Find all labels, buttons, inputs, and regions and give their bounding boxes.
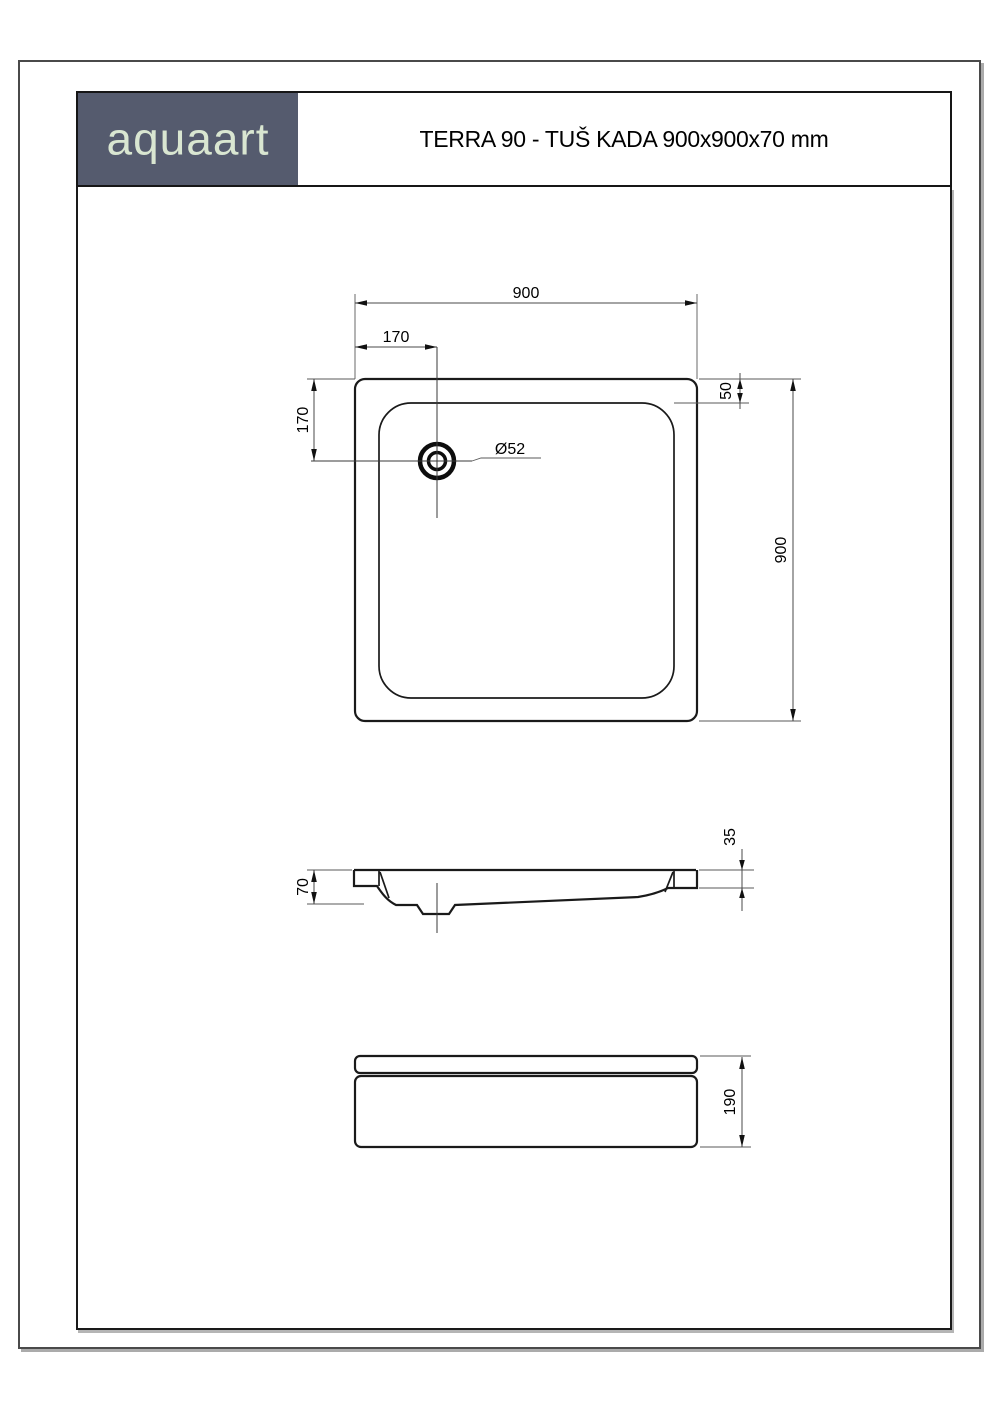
arrow-up-icon (737, 379, 743, 389)
tray-rim-front (355, 1056, 697, 1073)
arrow-down-icon (739, 860, 745, 870)
arrow-left-icon (355, 300, 367, 306)
drawing-frame (76, 187, 952, 1330)
profile-outline (354, 870, 697, 914)
header (76, 91, 952, 187)
dim-side-total-height: 70 (295, 878, 312, 896)
drain-diameter-label: Ø52 (494, 441, 526, 458)
drain-label-leader (472, 458, 541, 461)
arrow-right-icon (425, 344, 437, 350)
dim-rim-height: 35 (722, 828, 739, 846)
front-view (355, 1056, 751, 1147)
arrow-down-icon (311, 892, 317, 904)
arrow-down-icon (311, 449, 317, 461)
arrow-up-icon (739, 1057, 745, 1069)
dim-drain-offset-x: 170 (382, 329, 410, 346)
arrow-up-icon (311, 379, 317, 391)
arrow-down-icon (790, 709, 796, 721)
dim-front-total-height: 190 (722, 1088, 739, 1116)
dim-drain-offset-y: 170 (295, 406, 312, 434)
tray-outline (355, 379, 697, 721)
tray-basin-outline (379, 403, 674, 698)
arrow-up-icon (311, 870, 317, 882)
side-view (295, 828, 754, 933)
arrow-up-icon (790, 379, 796, 391)
logo-box (78, 93, 298, 185)
tray-skirt-front (355, 1076, 697, 1147)
arrow-down-icon (739, 1135, 745, 1147)
logo-text: aquaart (106, 113, 270, 165)
top-view (295, 285, 801, 721)
arrow-right-icon (685, 300, 697, 306)
dim-rim-width: 50 (718, 382, 735, 400)
dim-total-width: 900 (512, 285, 540, 302)
drawing-title: TERRA 90 - TUŠ KADA 900x900x70 mm (419, 125, 829, 152)
arrow-left-icon (355, 344, 367, 350)
arrow-down-icon (737, 393, 743, 403)
arrow-up-icon (739, 888, 745, 898)
dim-total-height: 900 (773, 536, 790, 564)
title-area (298, 93, 950, 185)
technical-drawing (78, 187, 950, 1326)
